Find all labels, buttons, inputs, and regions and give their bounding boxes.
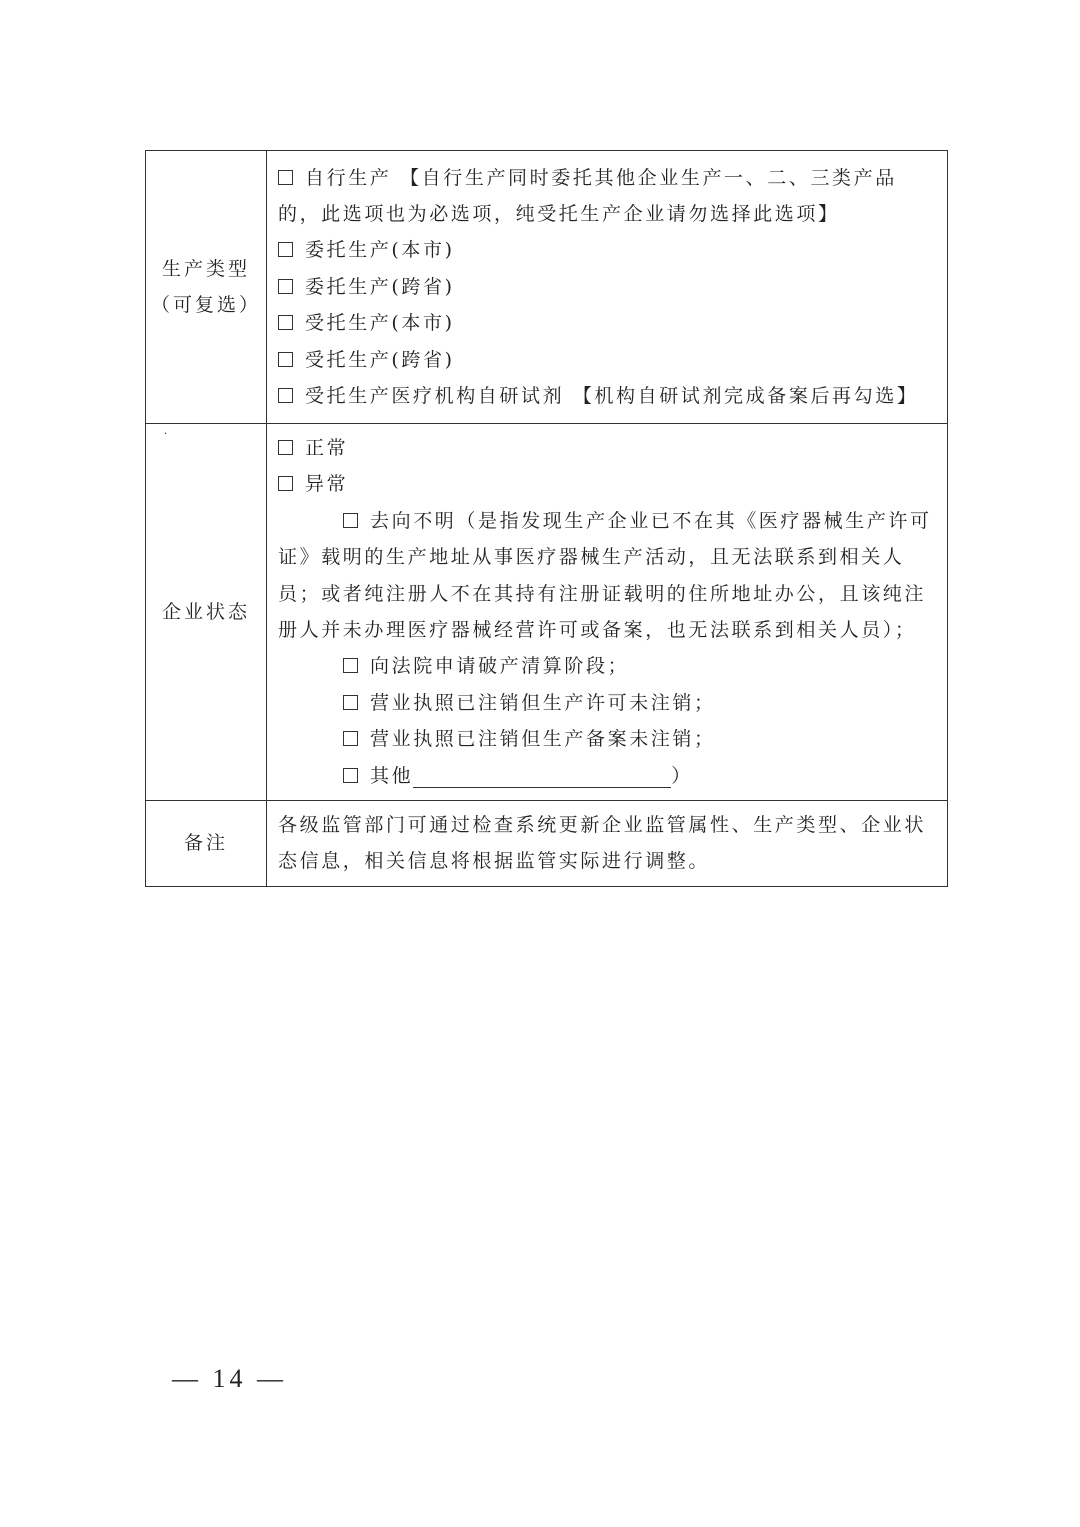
option-entrusted-interprovincial[interactable]	[278, 269, 939, 305]
checkbox-square-icon[interactable]	[278, 315, 293, 330]
checkbox-square-icon[interactable]	[278, 170, 293, 185]
marker-dot: ·	[164, 429, 171, 440]
enterprise-status-label-text: 企业状态	[161, 601, 250, 624]
checkbox-square-icon[interactable]	[343, 513, 358, 528]
remarks-text: 各级监管部门可通过检查系统更新企业监管属性、生产类型、企业状态信息，相关信息将根据监管实际进行调整。	[278, 814, 927, 873]
option-label: 向法院申请破产清算阶段；	[370, 655, 630, 678]
option-bankruptcy[interactable]	[278, 648, 939, 684]
option-label: 委托生产(本市)	[305, 239, 455, 262]
option-self-production[interactable]	[278, 160, 939, 233]
option-other[interactable]	[278, 758, 939, 794]
option-other-label: 其他	[370, 764, 414, 787]
option-label: 自行生产 【自行生产同时委托其他企业生产一、二、三类产品的，此选项也为必选项，纯受托生产企业请勿选择此选项】	[278, 166, 897, 225]
option-label: 去向不明（是指发现生产企业已不在其《医疗器械生产许可证》载明的生产地址从事医疗器械生产活动，且无法联系到相关人员；或者纯注册人不在其持有注册证载明的住所地址办公，且该纯注册人并未办理医疗器械经营许可或备案，也无法联系到相关人员）；	[278, 509, 932, 642]
option-label: 异常	[305, 473, 349, 496]
checkbox-square-icon[interactable]	[278, 242, 293, 257]
remarks-row	[146, 801, 948, 887]
checkbox-square-icon[interactable]	[343, 731, 358, 746]
production-type-label-line2: （可复选）	[150, 294, 261, 316]
option-label: 营业执照已注销但生产备案未注销；	[370, 728, 716, 751]
production-type-row	[146, 151, 948, 424]
production-type-options	[267, 151, 948, 424]
option-label: 营业执照已注销但生产许可未注销；	[370, 691, 716, 714]
option-whereabouts-unknown[interactable]	[278, 503, 939, 649]
option-filing-not-cancelled[interactable]	[278, 721, 939, 757]
checkbox-square-icon[interactable]	[278, 352, 293, 367]
checkbox-square-icon[interactable]	[278, 476, 293, 491]
option-normal[interactable]	[278, 430, 939, 466]
checkbox-square-icon[interactable]	[343, 658, 358, 673]
checkbox-square-icon[interactable]	[278, 279, 293, 294]
enterprise-status-row	[146, 424, 948, 801]
option-label: 正常	[305, 437, 349, 459]
option-license-not-cancelled[interactable]	[278, 685, 939, 721]
other-fill-in-blank[interactable]	[413, 761, 671, 788]
enterprise-status-label	[146, 424, 267, 801]
option-other-close: ）	[671, 764, 693, 787]
checkbox-square-icon[interactable]	[278, 388, 293, 403]
option-label: 受托生产医疗机构自研试剂 【机构自研试剂完成备案后再勾选】	[305, 385, 919, 408]
option-label: 受托生产(跨省)	[305, 348, 455, 371]
remarks-label-text: 备注	[183, 832, 228, 855]
option-entrusted-local[interactable]	[278, 232, 939, 268]
option-abnormal[interactable]	[278, 466, 939, 502]
option-label: 受托生产(本市)	[305, 312, 455, 335]
option-contracted-medical-reagent[interactable]	[278, 378, 939, 414]
remarks-content	[267, 801, 948, 887]
registration-form-table	[145, 150, 948, 887]
enterprise-status-options	[267, 424, 948, 801]
option-contracted-interprovincial[interactable]	[278, 342, 939, 378]
production-type-label	[146, 151, 267, 424]
production-type-label-line1: 生产类型	[161, 258, 250, 280]
checkbox-square-icon[interactable]	[278, 440, 293, 455]
checkbox-square-icon[interactable]	[343, 768, 358, 783]
page-number: — 14 —	[172, 1364, 287, 1393]
checkbox-square-icon[interactable]	[343, 695, 358, 710]
option-contracted-local[interactable]	[278, 305, 939, 341]
remarks-label	[146, 801, 267, 887]
option-label: 委托生产(跨省)	[305, 275, 455, 298]
